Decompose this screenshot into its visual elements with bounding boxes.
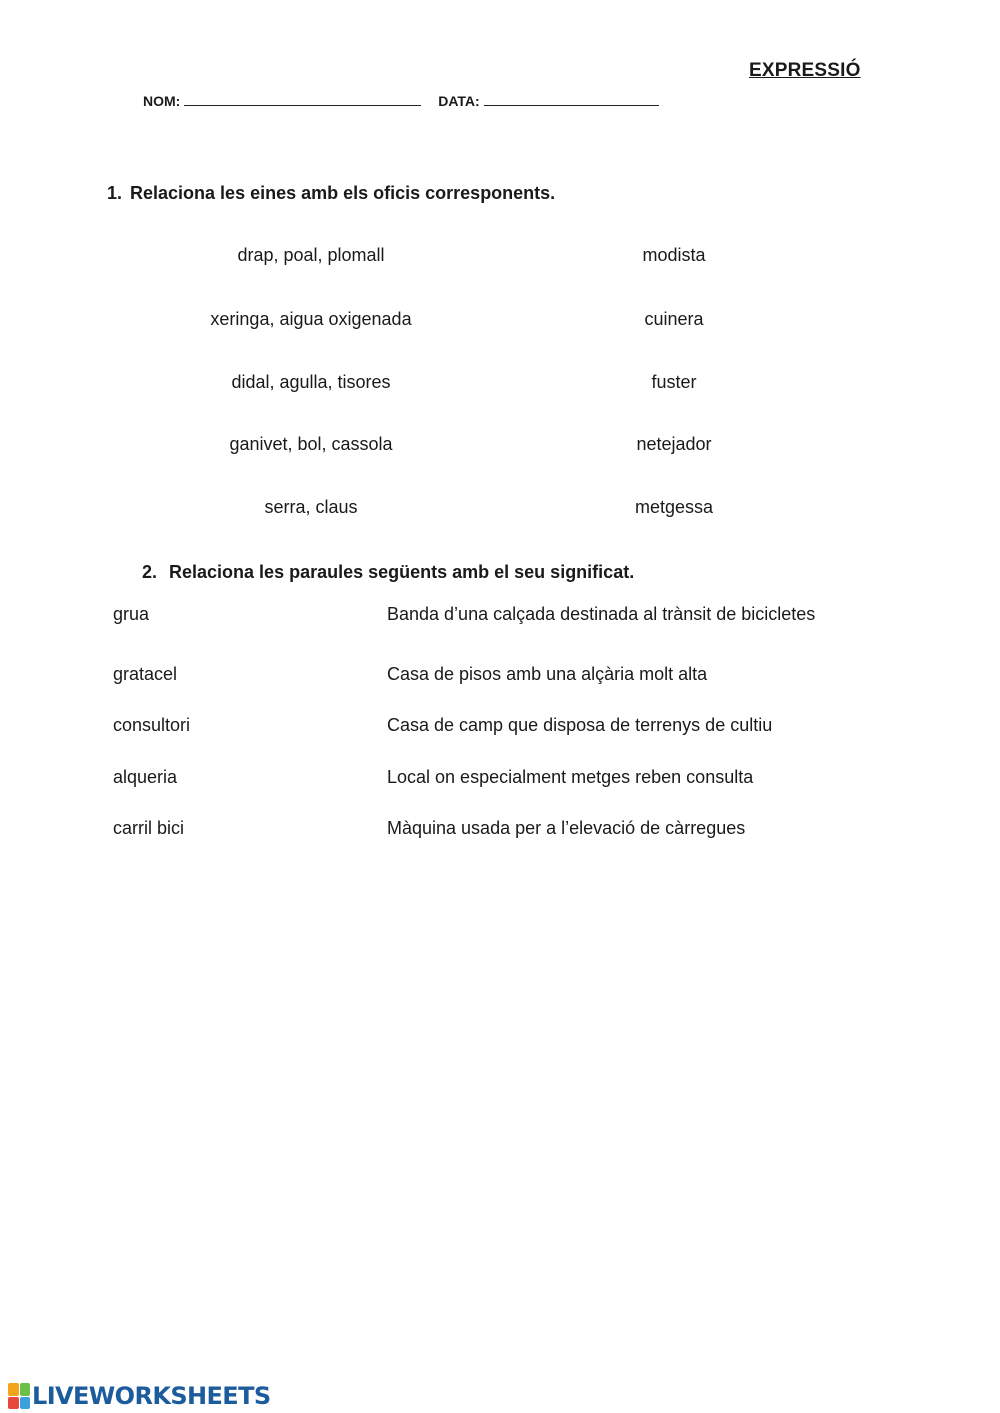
section1-title: Relaciona les eines amb els oficis corresponents. xyxy=(130,183,556,203)
section1-heading xyxy=(107,183,555,204)
meaning-item[interactable]: Casa de pisos amb una alçària molt alta xyxy=(387,664,708,684)
word-item[interactable]: grua xyxy=(113,604,150,624)
tool-item[interactable]: serra, claus xyxy=(264,497,358,517)
word-item[interactable]: carril bici xyxy=(113,818,185,838)
word-item[interactable]: alqueria xyxy=(113,767,178,787)
tool-item[interactable]: ganivet, bol, cassola xyxy=(229,434,393,454)
word-item[interactable]: gratacel xyxy=(113,664,178,684)
name-blank-line[interactable] xyxy=(184,91,421,106)
tool-item[interactable]: didal, agulla, tisores xyxy=(231,372,391,392)
liveworksheets-logo-icon xyxy=(8,1383,30,1409)
tool-item[interactable]: drap, poal, plomall xyxy=(237,245,385,265)
liveworksheets-logo[interactable] xyxy=(8,1381,271,1411)
meaning-item[interactable]: Banda d’una calçada destinada al trànsit de bicicletes xyxy=(387,604,816,624)
trade-item[interactable]: fuster xyxy=(651,372,697,392)
date-label: DATA: xyxy=(438,93,480,109)
meaning-item[interactable]: Màquina usada per a l’elevació de càrregues xyxy=(387,818,746,838)
meaning-item[interactable]: Local on especialment metges reben consulta xyxy=(387,767,754,787)
name-label: NOM: xyxy=(143,93,181,109)
word-item[interactable]: consultori xyxy=(113,715,191,735)
section2-heading xyxy=(142,562,634,583)
name-field[interactable] xyxy=(143,91,421,109)
logo-text: LIVEWORKSHEETS xyxy=(32,1382,271,1410)
tool-item[interactable]: xeringa, aigua oxigenada xyxy=(210,309,412,329)
student-fields xyxy=(143,91,659,109)
trade-item[interactable]: netejador xyxy=(636,434,712,454)
trade-item[interactable]: modista xyxy=(642,245,706,265)
date-field[interactable] xyxy=(438,91,658,109)
trade-item[interactable]: metgessa xyxy=(634,497,714,517)
trade-item[interactable]: cuinera xyxy=(644,309,704,329)
page-title: EXPRESSIÓ xyxy=(749,60,861,81)
section1-number: 1. xyxy=(107,183,123,203)
date-blank-line[interactable] xyxy=(484,91,659,106)
meaning-item[interactable]: Casa de camp que disposa de terrenys de cultiu xyxy=(387,715,773,735)
section2-number: 2. xyxy=(142,562,158,582)
section2-title: Relaciona les paraules següents amb el seu significat. xyxy=(169,562,635,582)
